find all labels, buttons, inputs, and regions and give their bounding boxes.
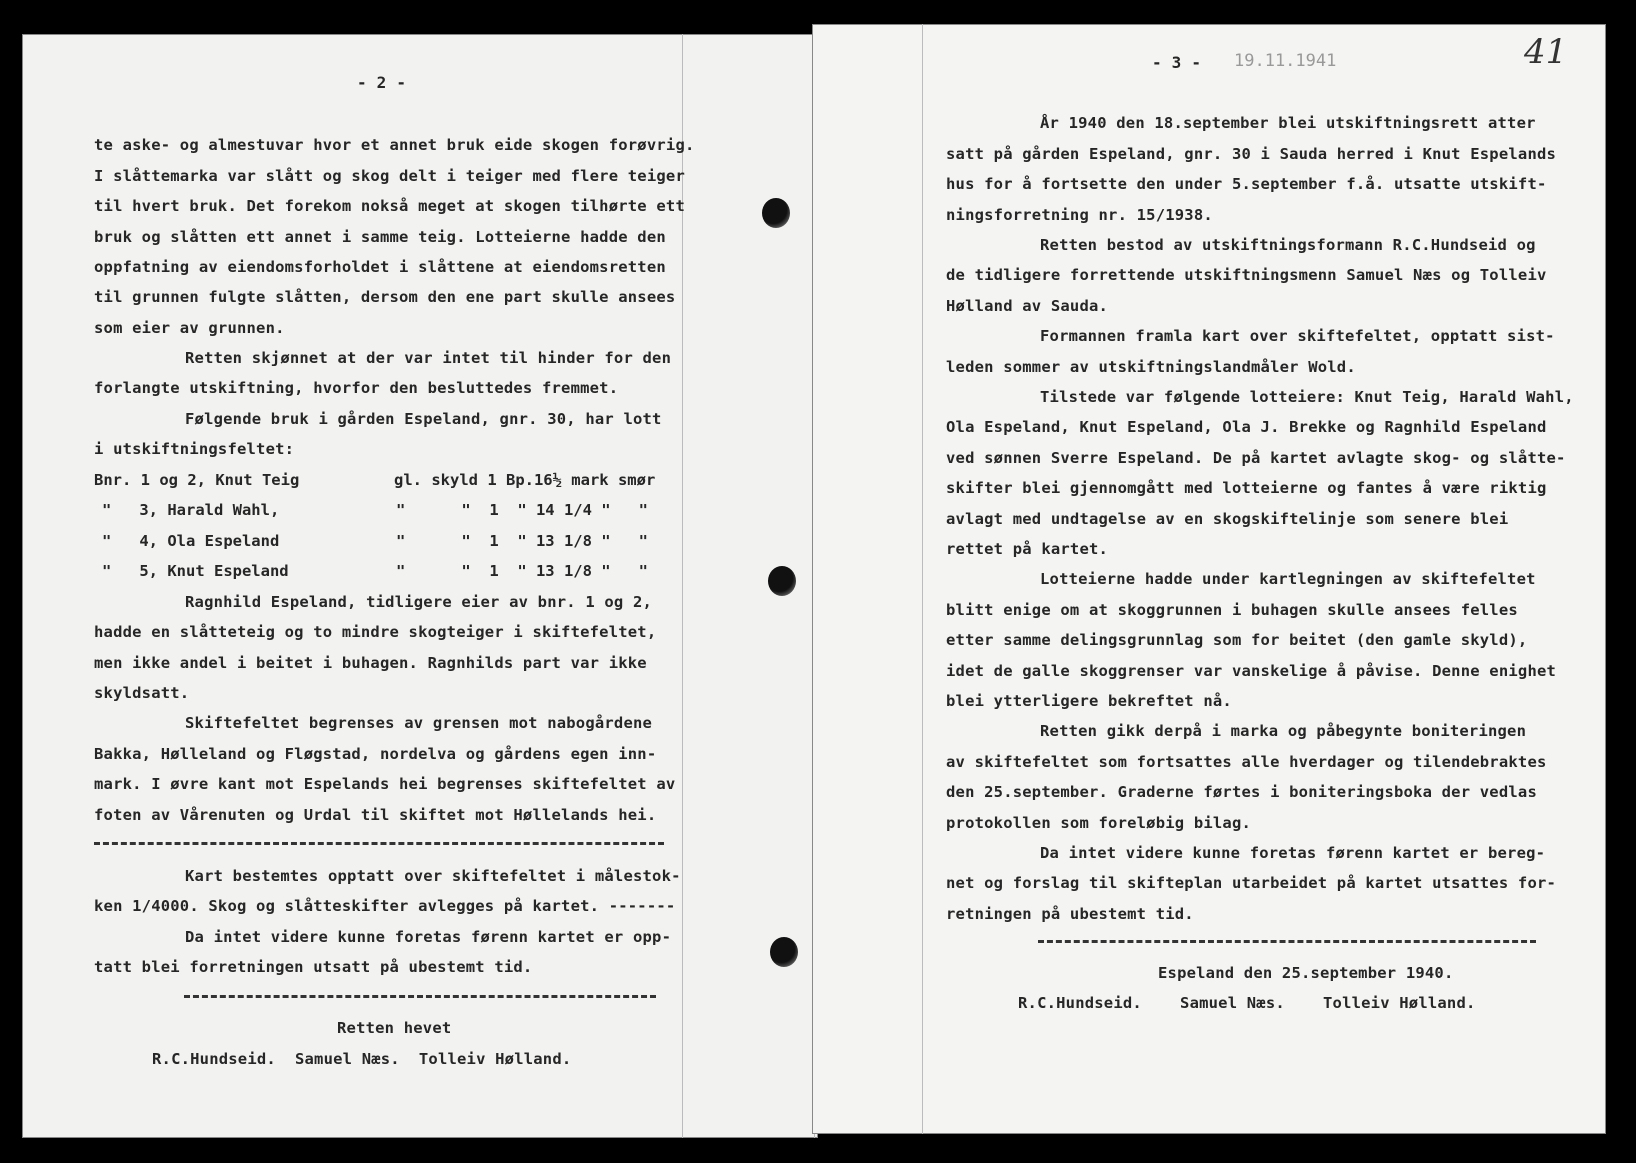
text-line: foten av Vårenuten og Urdal til skiftet mot Høllelands hei.: [94, 806, 657, 824]
text-line: net og forslag til skifteplan utarbeidet på kartet utsattes for-: [946, 874, 1557, 892]
page-number: - 3 -: [1152, 53, 1202, 72]
text-line: den 25.september. Graderne førtes i boniteringsboka der vedlas: [946, 783, 1537, 801]
text-line: protokollen som foreløbig bilag.: [946, 814, 1252, 832]
folio-number: 41: [1524, 32, 1568, 72]
dashed-separator: [94, 842, 664, 845]
punch-hole: [762, 198, 790, 228]
text-line: i utskiftningsfeltet:: [94, 440, 295, 458]
table-cell-skyld: " " 1 " 14 1/4 " ": [396, 501, 648, 519]
text-line: blitt enige om at skoggrunnen i buhagen skulle ansees felles: [946, 601, 1518, 619]
page-number: - 2 -: [357, 73, 407, 92]
table-cell-skyld: " " 1 " 13 1/8 " ": [396, 532, 648, 550]
table-cell-bnr: " 4, Ola Espeland: [102, 532, 280, 550]
place-date: Espeland den 25.september 1940.: [1158, 964, 1454, 982]
table-cell-skyld: gl. skyld 1 Bp.16½ mark smør: [394, 471, 656, 489]
text-line: ved sønnen Sverre Espeland. De på kartet avlagte skog- og slåtte-: [946, 449, 1566, 467]
text-line: Da intet videre kunne foretas førenn kartet er opp-: [185, 928, 672, 946]
text-line: til hvert bruk. Det forekom nokså meget at skogen tilhørte ett: [94, 197, 685, 215]
text-line: Ola Espeland, Knut Espeland, Ola J. Brekke og Ragnhild Espeland: [946, 418, 1547, 436]
table-cell-skyld: " " 1 " 13 1/8 " ": [396, 562, 648, 580]
text-line: Retten skjønnet at der var intet til hinder for den: [185, 349, 672, 367]
text-line: ningsforretning nr. 15/1938.: [946, 206, 1213, 224]
text-line: men ikke andel i beitet i buhagen. Ragnhilds part var ikke: [94, 654, 647, 672]
text-line: satt på gården Espeland, gnr. 30 i Sauda herred i Knut Espelands: [946, 145, 1557, 163]
text-line: oppfatning av eiendomsforholdet i slåttene at eiendomsretten: [94, 258, 666, 276]
text-line: Retten bestod av utskiftningsformann R.C.Hundseid og: [1040, 236, 1536, 254]
text-line: blei ytterligere bekreftet nå.: [946, 692, 1232, 710]
text-line: etter samme delingsgrunnlag som for beitet (den gamle skyld),: [946, 631, 1528, 649]
text-line: Lotteierne hadde under kartlegningen av skiftefeltet: [1040, 570, 1536, 588]
text-line: Bakka, Hølleland og Fløgstad, nordelva og gårdens egen inn-: [94, 745, 657, 763]
table-cell-bnr: " 3, Harald Wahl,: [102, 501, 280, 519]
text-line: mark. I øvre kant mot Espelands hei begrenses skiftefeltet av: [94, 775, 676, 793]
left-page: [22, 34, 818, 1138]
text-line: hus for å fortsette den under 5.september f.å. utsatte utskift-: [946, 175, 1547, 193]
text-line: Retten gikk derpå i marka og påbegynte boniteringen: [1040, 722, 1527, 740]
text-line: bruk og slåtten ett annet i samme teig. Lotteierne hadde den: [94, 228, 666, 246]
punch-hole: [770, 937, 798, 967]
text-line: ken 1/4000. Skog og slåtteskifter avlegges på kartet. -------: [94, 897, 676, 915]
text-line: Hølland av Sauda.: [946, 297, 1109, 315]
text-line: retningen på ubestemt tid.: [946, 905, 1194, 923]
signatures: R.C.Hundseid. Samuel Næs. Tolleiv Hølland.: [152, 1050, 572, 1068]
dashed-separator: [1038, 940, 1536, 943]
text-line: idet de galle skoggrenser var vanskelige å påvise. Denne enighet: [946, 662, 1557, 680]
text-line: tatt blei forretningen utsatt på ubestemt tid.: [94, 958, 533, 976]
text-line: te aske- og almestuvar hvor et annet bruk eide skogen forøvrig.: [94, 136, 695, 154]
punch-hole: [768, 566, 796, 596]
text-line: År 1940 den 18.september blei utskiftningsrett atter: [1040, 114, 1536, 132]
text-line: skifter blei gjennomgått med lotteierne og fantes å være riktig: [946, 479, 1547, 497]
text-line: Tilstede var følgende lotteiere: Knut Teig, Harald Wahl,: [1040, 388, 1574, 406]
table-cell-bnr: " 5, Knut Espeland: [102, 562, 289, 580]
text-line: som eier av grunnen.: [94, 319, 285, 337]
text-line: Følgende bruk i gården Espeland, gnr. 30, har lott: [185, 410, 662, 428]
dashed-separator: [184, 995, 656, 998]
text-line: forlangte utskiftning, hvorfor den besluttedes fremmet.: [94, 379, 619, 397]
text-line: skyldsatt.: [94, 684, 190, 702]
text-line: leden sommer av utskiftningslandmåler Wold.: [946, 358, 1356, 376]
text-line: Ragnhild Espeland, tidligere eier av bnr. 1 og 2,: [185, 593, 653, 611]
text-line: de tidligere forrettende utskiftningsmenn Samuel Næs og Tolleiv: [946, 266, 1547, 284]
text-line: Kart bestemtes opptatt over skiftefeltet i målestok-: [185, 867, 681, 885]
signatures: R.C.Hundseid. Samuel Næs. Tolleiv Hølland.: [1018, 994, 1476, 1012]
text-line: Formannen framla kart over skiftefeltet, opptatt sist-: [1040, 327, 1555, 345]
text-line: til grunnen fulgte slåtten, dersom den ene part skulle ansees: [94, 288, 676, 306]
date-stamp: 19.11.1941: [1234, 51, 1337, 71]
text-line: Da intet videre kunne foretas førenn kartet er bereg-: [1040, 844, 1546, 862]
text-line: Skiftefeltet begrenses av grensen mot nabogårdene: [185, 714, 653, 732]
text-line: rettet på kartet.: [946, 540, 1109, 558]
closing-text: Retten hevet: [337, 1019, 452, 1037]
right-page: [812, 24, 1606, 1134]
table-cell-bnr: Bnr. 1 og 2, Knut Teig: [94, 471, 300, 489]
text-line: hadde en slåtteteig og to mindre skogteiger i skiftefeltet,: [94, 623, 657, 641]
text-line: av skiftefeltet som fortsattes alle hverdager og tilendebraktes: [946, 753, 1547, 771]
text-line: avlagt med undtagelse av en skogskiftelinje som senere blei: [946, 510, 1509, 528]
text-line: I slåttemarka var slått og skog delt i teiger med flere teiger: [94, 167, 685, 185]
margin-line: [922, 24, 923, 1134]
